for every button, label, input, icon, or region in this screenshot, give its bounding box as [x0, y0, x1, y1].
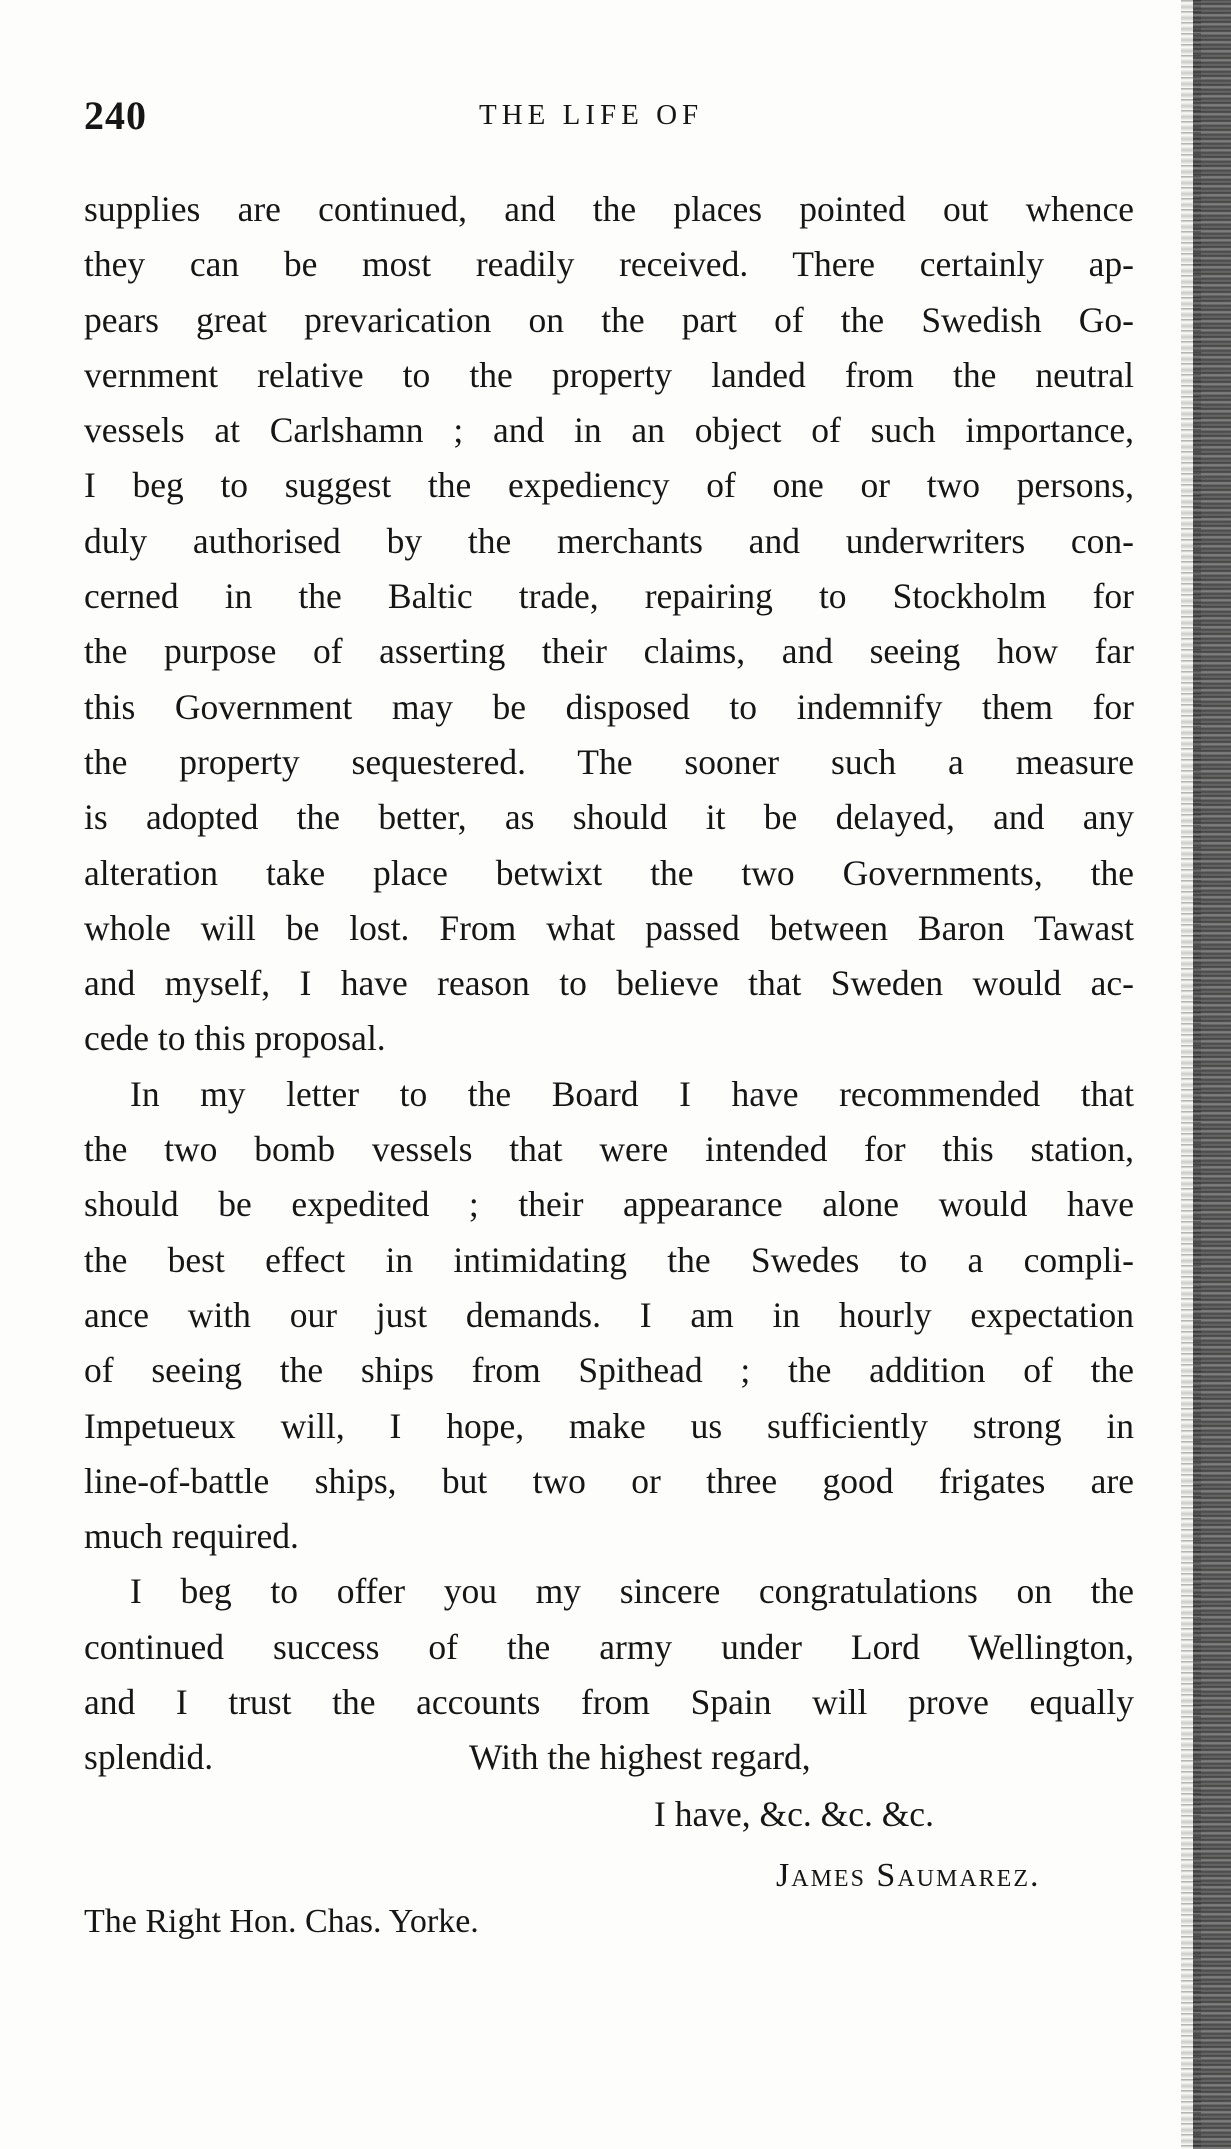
letter-body [84, 182, 1134, 1786]
text-line: continued success of the army under Lord Wellington, [84, 1626, 1134, 1667]
addressee: The Right Hon. Chas. Yorke. [84, 1903, 479, 1940]
text-line: alteration take place betwixt the two Governments, the [84, 852, 1134, 893]
text-line: cerned in the Baltic trade, repairing to Stockholm for [84, 576, 1134, 617]
running-head: THE LIFE OF [479, 99, 704, 131]
text-line: this Government may be disposed to indemnify them for [84, 686, 1134, 727]
text-line: ance with our just demands. I am in hourly expectation [84, 1294, 1134, 1335]
binding-shadow [1181, 0, 1201, 2149]
text-line: much required. [84, 1516, 299, 1557]
text-line: supplies are continued, and the places pointed out whence [84, 189, 1134, 229]
text-line: pears great prevarication on the part of the Swedish Go- [84, 299, 1134, 340]
text-line: of seeing the ships from Spithead ; the addition of the [84, 1350, 1134, 1391]
paragraph [84, 1564, 1134, 1785]
text-line: Impetueux will, I hope, make us sufficiently strong in [84, 1405, 1134, 1446]
signature [776, 1857, 1040, 1895]
text-line: the property sequestered. The sooner such a measure [84, 741, 1134, 782]
text-line: they can be most readily received. There certainly ap- [84, 244, 1134, 285]
text-line: I beg to suggest the expediency of one or two persons, [84, 465, 1134, 506]
text-line: should be expedited ; their appearance alone would have [84, 1184, 1134, 1225]
valediction: With the highest regard, [469, 1737, 811, 1778]
text-line: vernment relative to the property landed from the neutral [84, 354, 1134, 395]
text-line: In my letter to the Board I have recommended that [130, 1073, 1134, 1114]
text-line: and myself, I have reason to believe that Sweden would ac- [84, 963, 1134, 1004]
page-header [84, 92, 1134, 142]
closing-line [84, 1730, 1134, 1785]
text-line: line-of-battle ships, but two or three good frigates are [84, 1460, 1134, 1501]
paragraph [84, 182, 1134, 1067]
paragraph [84, 1067, 1134, 1565]
text-line: the purpose of asserting their claims, and seeing how far [84, 631, 1134, 672]
text-line: whole will be lost. From what passed between Baron Tawast [84, 907, 1134, 948]
text-line: is adopted the better, as should it be delayed, and any [84, 797, 1134, 838]
text-line: the two bomb vessels that were intended for this station, [84, 1129, 1134, 1170]
text-line: vessels at Carlshamn ; and in an object of such importance, [84, 410, 1134, 451]
page-number: 240 [84, 93, 147, 138]
complimentary-close: I have, &c. &c. &c. [654, 1794, 934, 1834]
closing-word: splendid. [84, 1737, 214, 1778]
text-line: duly authorised by the merchants and underwriters con- [84, 520, 1134, 561]
text-line: and I trust the accounts from Spain will prove equally [84, 1682, 1134, 1723]
signature-text: James Saumarez. [776, 1857, 1041, 1894]
text-line: I beg to offer you my sincere congratulations on the [130, 1571, 1134, 1612]
text-line: the best effect in intimidating the Swedes to a compli- [84, 1239, 1134, 1280]
text-line: cede to this proposal. [84, 1018, 386, 1059]
